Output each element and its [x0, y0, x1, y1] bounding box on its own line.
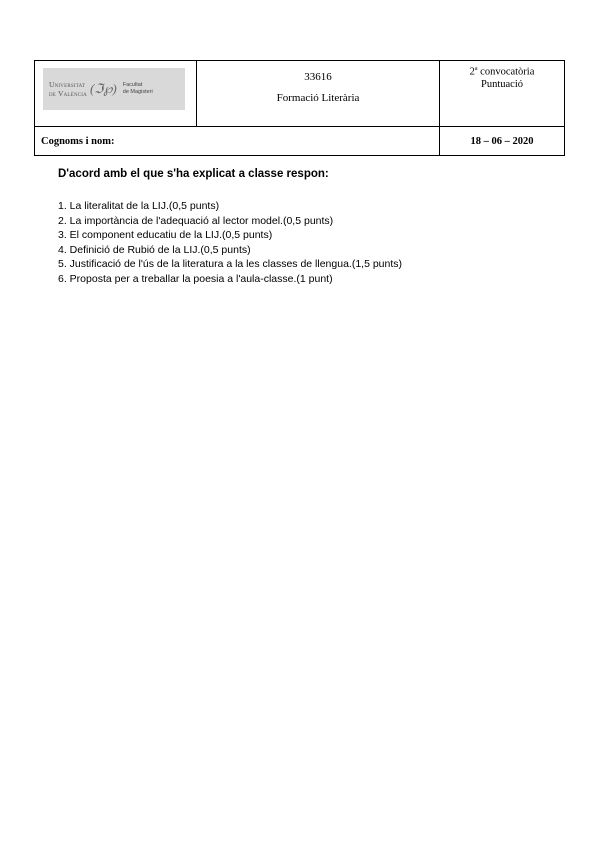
score-label: Puntuació	[481, 78, 523, 90]
convocation-label: convocatòria	[480, 66, 535, 78]
exam-date: 18 – 06 – 2020	[440, 127, 565, 156]
faculty-name-line1: Facultat	[122, 82, 143, 88]
student-name-field[interactable]	[35, 127, 440, 156]
question-list	[58, 199, 402, 286]
exam-header-table	[34, 60, 565, 156]
convocation-cell	[440, 61, 565, 127]
question-item: 3. El component educatiu de la LIJ.(0,5 punts)	[58, 229, 273, 241]
question-item: 5. Justificació de l'ús de la literatura a la les classes de llengua.(1,5 punts)	[58, 258, 403, 270]
course-code: 33616	[304, 71, 332, 83]
course-name: Formació Literària	[276, 92, 360, 104]
university-logo	[43, 68, 185, 110]
university-seal-icon: (ℑ℘)	[89, 81, 117, 96]
faculty-name-line2: de Magisteri	[122, 89, 153, 95]
question-item: 2. La importància de l'adequació al lector model.(0,5 punts)	[58, 214, 334, 227]
question-item: 4. Definició de Rubió de la LIJ.(0,5 punts)	[58, 243, 251, 256]
logo-cell	[35, 61, 197, 127]
question-item: 1. La literalitat de la LIJ.(0,5 punts)	[58, 200, 220, 212]
question-item: 6. Proposta per a treballar la poesia a l'aula-classe.(1 punt)	[58, 272, 333, 285]
convocation-number: 2	[469, 66, 475, 78]
convocation-suffix: a	[474, 66, 478, 72]
faculty-name	[123, 82, 153, 96]
course-cell	[197, 61, 440, 127]
university-name	[49, 80, 87, 98]
university-name-line2: de València	[49, 89, 87, 98]
student-name-label: Cognoms i nom:	[41, 135, 115, 147]
convocation	[440, 66, 564, 78]
university-name-line1: Universitat	[49, 80, 86, 89]
instructions-heading: D'acord amb el que s'ha explicat a classe respon:	[58, 168, 329, 180]
